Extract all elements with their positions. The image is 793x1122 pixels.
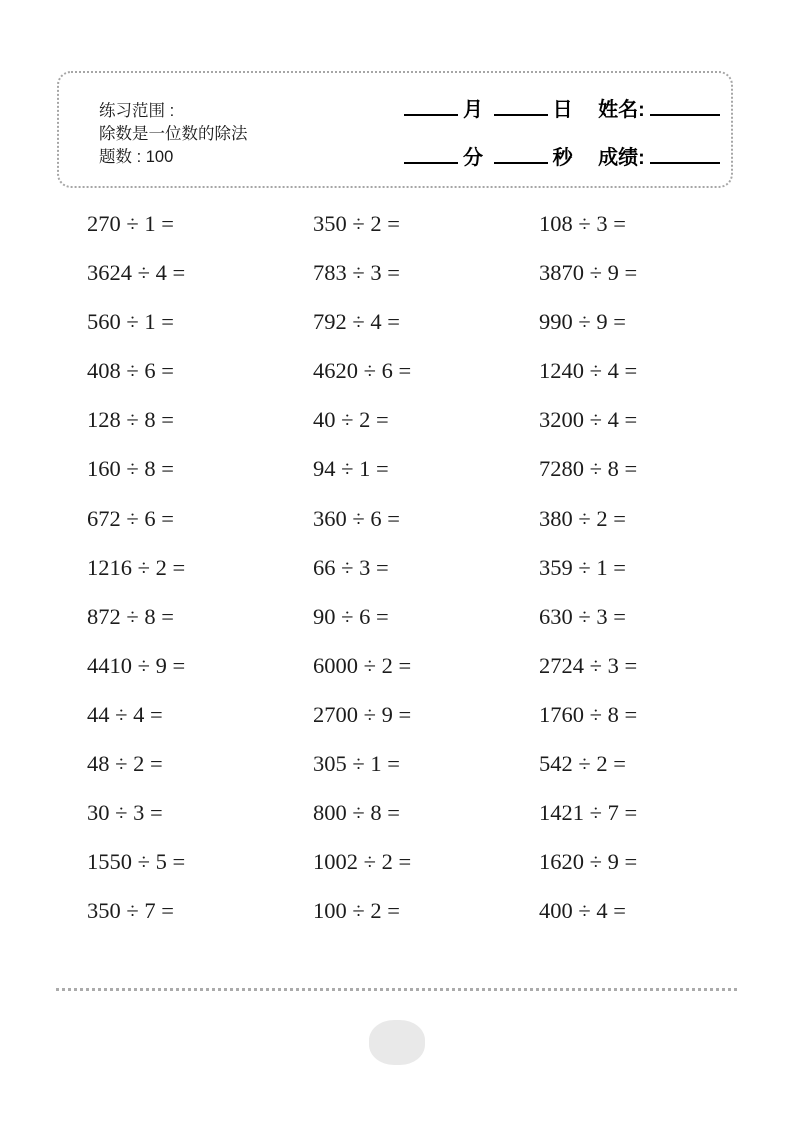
division-problem: 66 ÷ 3 =	[313, 554, 389, 580]
practice-range-label: 练习范围 :	[99, 102, 175, 120]
question-count-label: 题数 : 100	[99, 148, 174, 166]
time-score-row	[399, 143, 720, 171]
month-blank-line	[404, 95, 458, 116]
division-problem: 792 ÷ 4 =	[313, 309, 400, 335]
day-label: 日	[552, 99, 573, 121]
division-problem: 400 ÷ 4 =	[539, 898, 626, 924]
practice-range-value: 除数是一位数的除法	[99, 125, 248, 143]
division-problem: 783 ÷ 3 =	[313, 260, 400, 286]
month-label: 月	[463, 99, 483, 121]
division-problem: 2724 ÷ 3 =	[539, 652, 638, 678]
division-problem: 160 ÷ 8 =	[87, 456, 174, 482]
division-problem: 90 ÷ 6 =	[313, 603, 389, 629]
problem-column-2	[313, 206, 411, 942]
division-problem: 6000 ÷ 2 =	[313, 652, 412, 678]
minute-label: 分	[463, 147, 483, 169]
name-blank-line	[650, 95, 720, 116]
minute-blank-line	[404, 143, 458, 164]
problem-grid	[0, 206, 793, 946]
division-problem: 1550 ÷ 5 =	[87, 849, 186, 875]
division-problem: 350 ÷ 2 =	[313, 211, 400, 236]
division-problem: 100 ÷ 2 =	[313, 898, 400, 924]
division-problem: 30 ÷ 3 =	[87, 800, 163, 826]
division-problem: 2700 ÷ 9 =	[313, 701, 412, 727]
division-problem: 872 ÷ 8 =	[87, 603, 174, 629]
day-blank-line	[494, 95, 548, 116]
date-name-row	[399, 95, 720, 123]
division-problem: 1421 ÷ 7 =	[539, 800, 638, 826]
division-problem: 380 ÷ 2 =	[539, 505, 626, 531]
division-problem: 560 ÷ 1 =	[87, 309, 174, 335]
division-problem: 359 ÷ 1 =	[539, 554, 626, 580]
division-problem: 1240 ÷ 4 =	[539, 358, 638, 384]
division-problem: 3870 ÷ 9 =	[539, 260, 638, 286]
division-problem: 360 ÷ 6 =	[313, 505, 400, 531]
header-box	[57, 71, 733, 188]
second-label: 秒	[552, 147, 573, 169]
division-problem: 1760 ÷ 8 =	[539, 701, 638, 727]
division-problem: 4410 ÷ 9 =	[87, 652, 186, 678]
division-problem: 108 ÷ 3 =	[539, 211, 626, 236]
score-blank-line	[650, 143, 720, 164]
division-problem: 128 ÷ 8 =	[87, 407, 174, 433]
division-problem: 48 ÷ 2 =	[87, 751, 163, 777]
division-problem: 672 ÷ 6 =	[87, 505, 174, 531]
division-problem: 4620 ÷ 6 =	[313, 358, 412, 384]
second-blank-line	[494, 143, 548, 164]
division-problem: 94 ÷ 1 =	[313, 456, 389, 482]
division-problem: 40 ÷ 2 =	[313, 407, 389, 433]
practice-info	[99, 100, 248, 169]
division-problem: 3624 ÷ 4 =	[87, 260, 186, 286]
page-indicator-blob	[369, 1020, 425, 1065]
division-problem: 990 ÷ 9 =	[539, 309, 626, 335]
problem-column-3	[539, 206, 637, 942]
division-problem: 305 ÷ 1 =	[313, 751, 400, 777]
division-problem: 44 ÷ 4 =	[87, 701, 163, 727]
division-problem: 350 ÷ 7 =	[87, 898, 174, 924]
division-problem: 1620 ÷ 9 =	[539, 849, 638, 875]
division-problem: 630 ÷ 3 =	[539, 603, 626, 629]
score-label: 成绩:	[598, 147, 645, 169]
division-problem: 270 ÷ 1 =	[87, 211, 174, 236]
division-problem: 1216 ÷ 2 =	[87, 554, 186, 580]
name-label: 姓名:	[598, 99, 645, 121]
division-problem: 542 ÷ 2 =	[539, 751, 626, 777]
division-problem: 408 ÷ 6 =	[87, 358, 174, 384]
division-problem: 800 ÷ 8 =	[313, 800, 400, 826]
fill-in-area	[399, 95, 720, 171]
division-problem: 7280 ÷ 8 =	[539, 456, 638, 482]
division-problem: 3200 ÷ 4 =	[539, 407, 638, 433]
division-problem: 1002 ÷ 2 =	[313, 849, 412, 875]
problem-column-1	[87, 206, 185, 942]
page-divider	[56, 988, 737, 991]
